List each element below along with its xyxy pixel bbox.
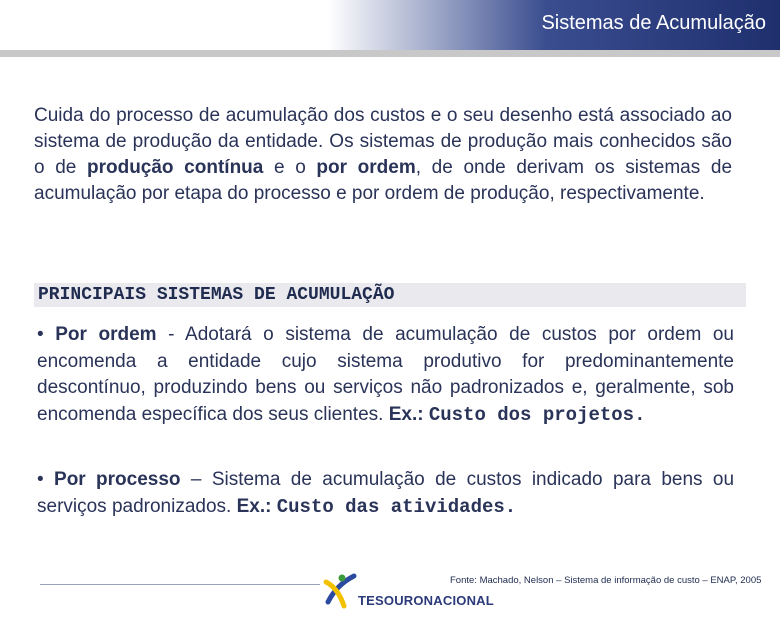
item-text: Sistema de acumulação de custos indicado para bens ou serviços padronizados. bbox=[37, 469, 735, 517]
footer-divider bbox=[40, 584, 320, 585]
logo-text: TESOURONACIONAL bbox=[358, 593, 494, 608]
header-divider bbox=[0, 50, 780, 57]
list-item bbox=[37, 322, 734, 428]
example-value: Custo das atividades. bbox=[276, 495, 517, 518]
intro-bold-1: produção contínua bbox=[86, 157, 264, 178]
item-term: Por ordem bbox=[55, 324, 157, 345]
intro-text-1: Cuida do processo de acumulação dos custos e o seu desenho está associado ao sistema de produção da entidade. Os sistemas de produção mais conhecidos são o de bbox=[34, 105, 732, 178]
header-bar bbox=[0, 0, 780, 50]
section-title: PRINCIPAIS SISTEMAS DE ACUMULAÇÃO bbox=[38, 285, 395, 305]
bullet: • bbox=[37, 324, 44, 345]
item-separator: – bbox=[180, 469, 212, 490]
example-value: Custo dos projetos. bbox=[428, 403, 646, 426]
example-label: Ex.: bbox=[236, 495, 277, 517]
intro-text-3: , de onde derivam os sistemas de acumulação por etapa do processo e por ordem de produção, respectivamente. bbox=[34, 157, 733, 204]
list-item bbox=[37, 467, 734, 520]
item-text: Adotará o sistema de acumulação de custos por ordem ou encomenda a entidade cujo sistema produtivo for predominantemente descontínuo, produzindo bens ou serviços não padronizados e, geralmente, sob encomenda específica dos seus clientes. bbox=[37, 324, 734, 425]
logo-swoosh-icon bbox=[322, 572, 358, 610]
section-header bbox=[34, 283, 746, 307]
intro-paragraph bbox=[34, 103, 732, 207]
item-separator: - bbox=[156, 324, 186, 345]
bullet: • bbox=[37, 469, 44, 490]
example-label: Ex.: bbox=[388, 403, 429, 425]
intro-text-2: e o bbox=[263, 157, 317, 178]
intro-bold-2: por ordem bbox=[316, 157, 416, 178]
source-citation: Fonte: Machado, Nelson – Sistema de informação de custo – ENAP, 2005 bbox=[450, 575, 762, 586]
page-title: Sistemas de Acumulação bbox=[541, 12, 766, 34]
item-term: Por processo bbox=[54, 469, 181, 490]
